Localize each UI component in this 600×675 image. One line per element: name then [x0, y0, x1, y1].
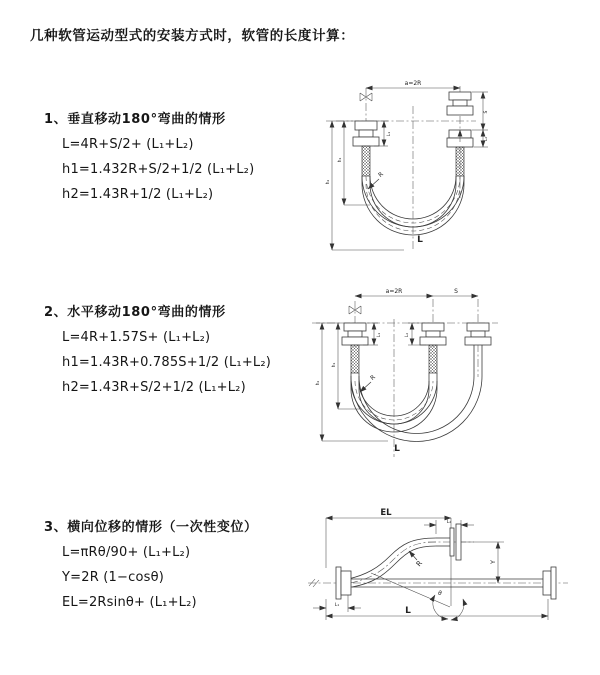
- dim-label-l1: L₁: [387, 131, 392, 137]
- dim-label-h1: h₁: [332, 362, 337, 368]
- section-1: [44, 108, 254, 207]
- formula: L=πRθ/90+ (L₁+L₂): [62, 545, 191, 560]
- section-2-formulas: [44, 325, 271, 400]
- radius-label: R: [369, 373, 377, 382]
- diagram-horizontal-180-svg: [308, 281, 538, 461]
- dim-label-s: S: [454, 288, 458, 295]
- formula: L=4R+S/2+ (L₁+L₂): [62, 137, 194, 152]
- diagram-vertical-180: [308, 74, 528, 254]
- dim-label-h1: h₁: [338, 157, 343, 163]
- angle-label: θ: [438, 590, 442, 597]
- length-label: L: [417, 235, 423, 245]
- braided-hose-left: [351, 345, 359, 373]
- section-3: [44, 516, 258, 615]
- diagram-lateral-displacement: [298, 498, 593, 653]
- formula: h1=1.43R+0.785S+1/2 (L₁+L₂): [62, 355, 272, 370]
- section-3-heading: 3、横向位移的情形（一次性变位）: [44, 520, 258, 535]
- length-label: L: [405, 606, 411, 616]
- dim-label-y: Y: [489, 560, 497, 564]
- braided-hose-left: [362, 146, 370, 176]
- braided-hose-middle: [429, 345, 437, 373]
- braided-hose-right: [456, 147, 464, 176]
- formula: h2=1.43R+S/2+1/2 (L₁+L₂): [62, 380, 246, 395]
- radius-label: R: [414, 559, 425, 569]
- section-2-heading: 2、水平移动180°弯曲的情形: [44, 305, 226, 320]
- formula: Y=2R (1−cosθ): [62, 570, 165, 585]
- dim-label-h2: h₂: [316, 380, 321, 386]
- diagram-lateral-displacement-svg: [298, 498, 593, 653]
- dim-label-l1: L₁: [377, 332, 382, 338]
- section-2: [44, 301, 271, 400]
- length-label: L: [394, 444, 400, 454]
- formula: h1=1.432R+S/2+1/2 (L₁+L₂): [62, 162, 255, 177]
- page-title: 几种软管运动型式的安装方式时，软管的长度计算：: [30, 28, 355, 44]
- diagram-vertical-180-svg: [308, 74, 528, 254]
- formula: h2=1.43R+1/2 (L₁+L₂): [62, 187, 214, 202]
- section-1-heading: 1、垂直移动180°弯曲的情形: [44, 112, 226, 127]
- section-3-formulas: [44, 540, 258, 615]
- dim-label-el: EL: [380, 508, 392, 518]
- section-1-formulas: [44, 132, 254, 207]
- diagram-horizontal-180: [308, 281, 538, 461]
- dim-label-l2: L₂: [405, 332, 410, 338]
- dim-label-l1: L₁: [334, 603, 340, 608]
- dim-label-h2: h₂: [326, 179, 331, 185]
- radius-label: R: [377, 170, 385, 179]
- dim-label-l2: L₂: [446, 520, 452, 525]
- dim-label-s: S: [484, 110, 489, 114]
- formula: L=4R+1.57S+ (L₁+L₂): [62, 330, 211, 345]
- dim-label-l2: L₂: [484, 136, 489, 142]
- dim-label-a2r: a=2R: [385, 288, 403, 295]
- dim-label-a2r: a=2R: [404, 80, 422, 87]
- formula: EL=2Rsinθ+ (L₁+L₂): [62, 595, 197, 610]
